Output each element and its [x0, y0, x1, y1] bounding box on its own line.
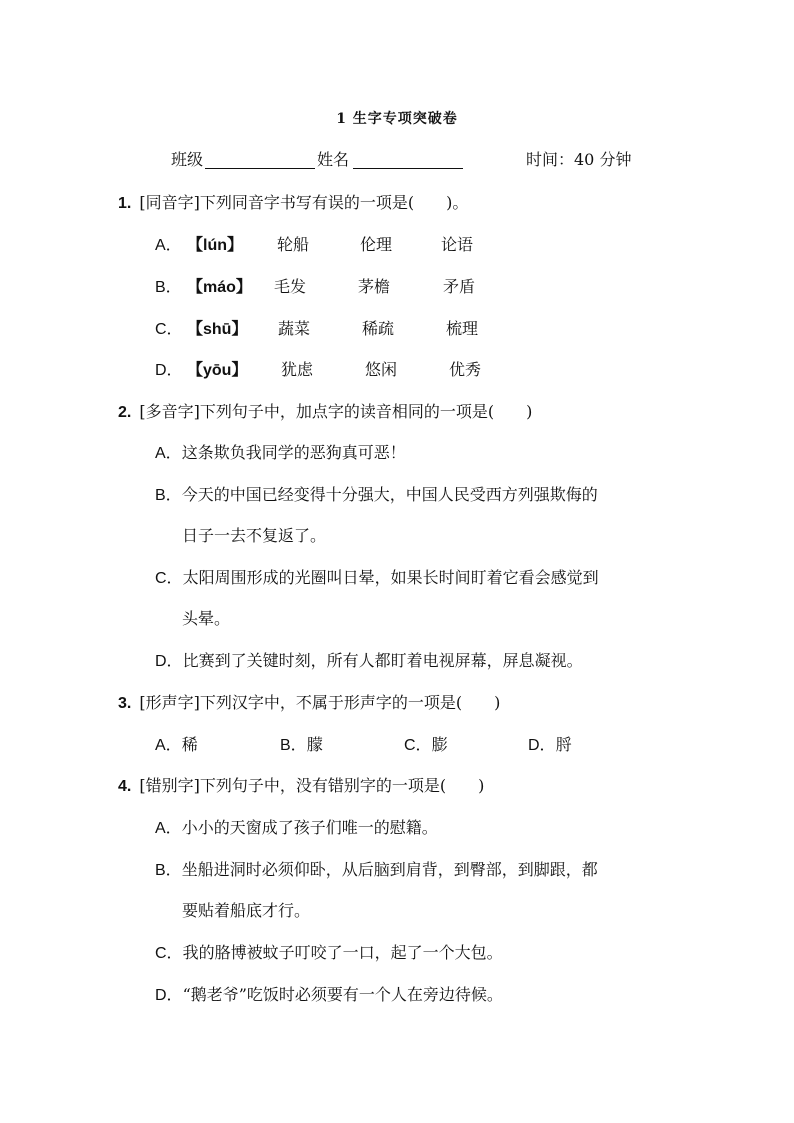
option-letter: B．	[155, 279, 182, 296]
name-blank[interactable]	[353, 168, 463, 169]
q1-option-b-word-1: 毛发	[274, 277, 307, 296]
q1-option-b-word-3: 矛盾	[443, 277, 476, 296]
option-text: 膨	[431, 735, 448, 754]
option-letter: D．	[155, 987, 183, 1004]
q4-option-b[interactable]	[155, 857, 598, 880]
time-limit: 时间：40 分钟	[526, 150, 632, 169]
option-letter: B．	[155, 862, 182, 879]
option-text: 这条欺负我同学的恶狗真可恶！	[181, 443, 406, 462]
class-label: 班级	[171, 150, 204, 169]
option-letter: C．	[404, 737, 432, 754]
option-text: “鹅老爷”吃饭时必须要有一个人在旁边待候。	[182, 985, 503, 1004]
question-4	[118, 773, 484, 796]
q3-option-d[interactable]	[528, 732, 572, 755]
option-letter: C．	[155, 945, 183, 962]
option-text: 坐船进洞时必须仰卧，从后脑到肩背，到臀部，到脚跟，都	[181, 860, 598, 879]
question-number: 1.	[118, 195, 132, 212]
option-letter: B．	[280, 737, 307, 754]
option-letter: D．	[155, 362, 183, 379]
option-letter: C．	[155, 570, 183, 587]
option-letter: A．	[155, 737, 182, 754]
q1-option-b-word-2: 茅檐	[358, 277, 391, 296]
q1-option-d-word-2: 悠闲	[365, 360, 398, 379]
option-letter: B．	[155, 487, 182, 504]
page-title: 1 生字专项突破卷	[336, 111, 458, 127]
student-info-header	[171, 147, 651, 171]
q1-option-d-word-1: 犹虑	[281, 360, 314, 379]
option-letter: C．	[155, 321, 183, 338]
q1-option-c-word-3: 梳理	[446, 319, 479, 338]
option-text: 今天的中国已经变得十分强大，中国人民受西方列强欺侮的	[181, 485, 598, 504]
option-letter: A．	[155, 820, 182, 837]
q4-option-b-continuation: 要贴着船底才行。	[182, 901, 311, 920]
name-label: 姓名	[317, 150, 350, 169]
q4-option-c[interactable]	[155, 940, 503, 963]
q2-option-a[interactable]	[155, 440, 406, 463]
q2-option-d[interactable]	[155, 648, 583, 671]
q3-option-a[interactable]	[155, 732, 198, 755]
q3-option-b[interactable]	[280, 732, 323, 755]
q2-option-b-continuation: 日子一去不复返了。	[182, 526, 327, 545]
q1-option-c-word-2: 稀疏	[362, 319, 395, 338]
question-text: [错别字]下列句子中，没有错别字的一项是( )	[139, 776, 485, 795]
question-number: 3.	[118, 695, 132, 712]
option-letter: A．	[155, 237, 182, 254]
question-2	[118, 399, 532, 422]
q1-option-a-word-3: 论语	[441, 235, 474, 254]
question-text: [形声字]下列汉字中，不属于形声字的一项是( )	[139, 693, 501, 712]
question-number: 2.	[118, 404, 132, 421]
option-text: 稀	[181, 735, 198, 754]
q1-option-a-word-1: 轮船	[277, 235, 310, 254]
option-letter: D．	[155, 653, 183, 670]
q4-option-d[interactable]	[155, 982, 503, 1005]
option-letter: D．	[528, 737, 556, 754]
option-text: 比赛到了关键时刻，所有人都盯着电视屏幕，屏息凝视。	[182, 651, 583, 670]
option-text: 脟	[555, 735, 572, 754]
option-text: 朦	[306, 735, 323, 754]
q1-option-a-word-2: 伦理	[360, 235, 393, 254]
q2-option-c-continuation: 头晕。	[182, 609, 231, 628]
q2-option-b[interactable]	[155, 482, 598, 505]
question-1	[118, 190, 468, 213]
q1-option-c-word-1: 蔬菜	[278, 319, 311, 338]
class-blank[interactable]	[205, 168, 315, 169]
option-text: 太阳周围形成的光圈叫日晕，如果长时间盯着它看会感觉到	[182, 568, 599, 587]
q2-option-c[interactable]	[155, 565, 599, 588]
q1-option-c[interactable]	[155, 316, 183, 339]
q1-option-d-word-3: 优秀	[449, 360, 482, 379]
question-text: [同音字]下列同音字书写有误的一项是( )。	[139, 193, 469, 212]
q1-option-d[interactable]	[155, 357, 183, 380]
option-letter: A．	[155, 445, 182, 462]
option-text: 小小的天窗成了孩子们唯一的慰籍。	[181, 818, 438, 837]
q1-option-b[interactable]	[155, 274, 182, 297]
q1-option-a[interactable]	[155, 232, 182, 255]
question-3	[118, 690, 500, 713]
q1-option-c-pinyin: 【shū】	[187, 321, 248, 338]
q1-option-d-pinyin: 【yōu】	[187, 362, 248, 379]
q1-option-a-pinyin: 【lún】	[187, 237, 243, 254]
q4-option-a[interactable]	[155, 815, 438, 838]
question-number: 4.	[118, 778, 132, 795]
q1-option-b-pinyin: 【máo】	[187, 279, 252, 296]
option-text: 我的胳博被蚊子叮咬了一口，起了一个大包。	[182, 943, 503, 962]
q3-option-c[interactable]	[404, 732, 448, 755]
question-text: [多音字]下列句子中，加点字的读音相同的一项是( )	[139, 402, 533, 421]
